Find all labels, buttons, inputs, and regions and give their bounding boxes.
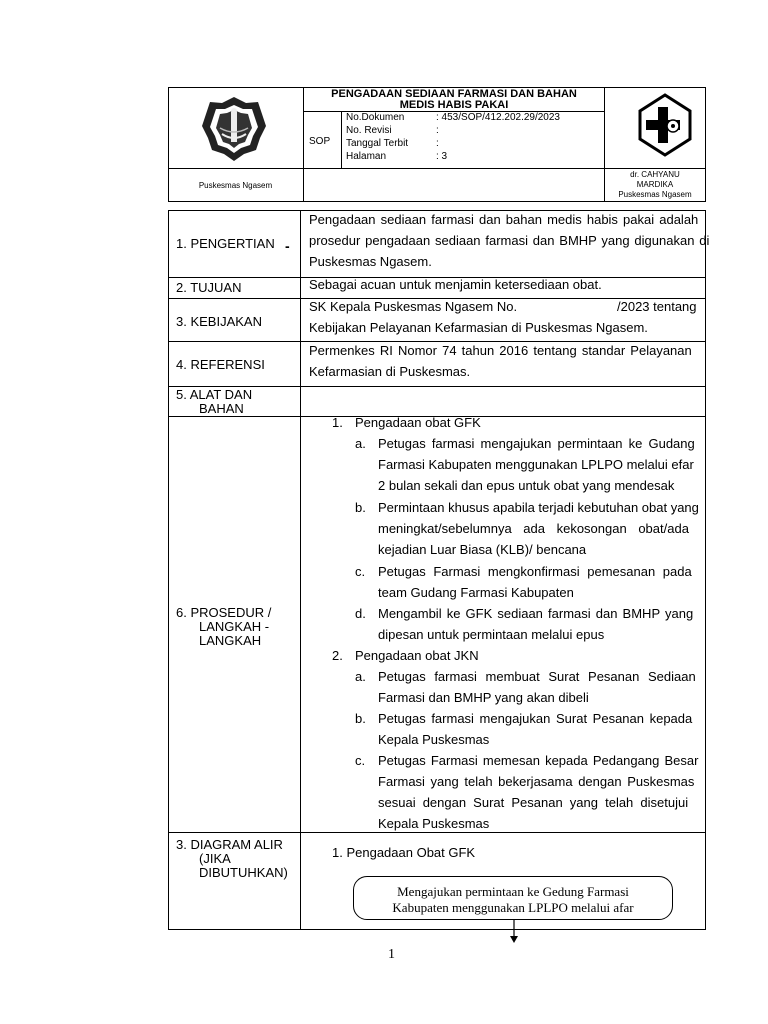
substep-d1-line-1: Mengambil ke GFK sediaan farmasi dan BMHP yang <box>378 606 694 621</box>
substep-letter-b2: b. <box>355 711 366 726</box>
row-label-diagram-line3: DIBUTUHKAN) <box>199 865 288 880</box>
procedure-item-1-number: 1. <box>332 415 343 430</box>
kebijakan-line-2: Kebijakan Pelayanan Kefarmasian di Puskesmas Ngasem. <box>309 320 648 335</box>
substep-letter-c2: c. <box>355 753 366 768</box>
substep-letter-b1: b. <box>355 500 366 515</box>
procedure-item-1-title: Pengadaan obat GFK <box>355 415 481 430</box>
sop-label: SOP <box>309 136 331 147</box>
field-value-halaman: : 3 <box>436 151 448 162</box>
puskesmas-logo <box>637 93 693 157</box>
field-value-no-dokumen: : 453/SOP/412.202.29/2023 <box>436 112 560 123</box>
pengertian-line-2: prosedur pengadaan sediaan farmasi dan BMHP yang digunakan di <box>309 233 710 248</box>
substep-c2-line-3: sesuai dengan Surat Pesanan yang telah disetujui <box>378 795 689 810</box>
substep-b2-line-1: Petugas farmasi mengajukan Surat Pesanan kepada <box>378 711 693 726</box>
substep-c2-line-2: Farmasi yang telah bekerjasama dengan Puskesmas <box>378 774 695 789</box>
row-label-prosedur-line2: LANGKAH - <box>199 619 270 634</box>
substep-a2-line-1: Petugas farmasi membuat Surat Pesanan Sediaan <box>378 669 696 684</box>
row-label-prosedur-line1: 6. PROSEDUR / <box>176 605 272 620</box>
row-label-referensi: 4. REFERENSI <box>176 357 265 372</box>
field-label-halaman: Halaman <box>346 151 387 162</box>
kebijakan-line-1a: SK Kepala Puskesmas Ngasem No. <box>309 299 518 314</box>
substep-d1-line-2: dipesan untuk permintaan melalui epus <box>378 627 605 642</box>
signatory-institution: Puskesmas Ngasem <box>618 190 692 199</box>
document-title-line2: MEDIS HABIS PAKAI <box>399 99 509 111</box>
pengertian-line-1: Pengadaan sediaan farmasi dan bahan medis habis pakai adalah <box>309 212 699 227</box>
dash-mark: - <box>285 238 290 254</box>
substep-letter-a1: a. <box>355 436 366 451</box>
row-label-alat-line2: BAHAN <box>199 401 244 416</box>
row-label-prosedur-line3: LANGKAH <box>199 633 262 648</box>
procedure-item-2-number: 2. <box>332 648 343 663</box>
kebijakan-line-1b: /2023 tentang <box>617 299 697 314</box>
field-value-tanggal-terbit: : <box>436 138 439 149</box>
page-number: 1 <box>388 947 395 962</box>
substep-a1-line-3: 2 bulan sekali dan epus untuk obat yang mendesak <box>378 478 675 493</box>
signatory-name-line1: dr. CAHYANU <box>630 170 680 179</box>
row-label-tujuan: 2. TUJUAN <box>176 280 242 295</box>
substep-c2-line-1: Petugas Farmasi memesan kepada Pedangang Besar <box>378 753 699 768</box>
flowchart-step-line1: Mengajukan permintaan ke Gedung Farmasi <box>397 884 629 899</box>
row-label-diagram-line2: (JIKA <box>199 851 231 866</box>
substep-c2-line-4: Kepala Puskesmas <box>378 816 490 831</box>
row-label-kebijakan: 3. KEBIJAKAN <box>176 314 262 329</box>
substep-b1-line-3: kejadian Luar Biasa (KLB)/ bencana <box>378 542 587 557</box>
flowchart-step-line2: Kabupaten menggunakan LPLPO melalui afar <box>392 900 634 915</box>
field-label-no-revisi: No. Revisi <box>346 125 392 136</box>
referensi-line-2: Kefarmasian di Puskesmas. <box>309 364 471 379</box>
substep-letter-a2: a. <box>355 669 366 684</box>
document-title-line1: PENGADAAN SEDIAAN FARMASI DAN BAHAN <box>331 88 577 100</box>
regency-emblem <box>200 94 268 164</box>
substep-a1-line-2: Farmasi Kabupaten menggunakan LPLPO melalui efar <box>378 457 694 472</box>
tujuan-text: Sebagai acuan untuk menjamin ketersediaan obat. <box>309 277 602 292</box>
substep-b1-line-1: Permintaan khusus apabila terjadi kebutuhan obat yang <box>378 500 699 515</box>
institution-name: Puskesmas Ngasem <box>198 181 273 190</box>
substep-letter-c1: c. <box>355 564 366 579</box>
referensi-line-1: Permenkes RI Nomor 74 tahun 2016 tentang standar Pelayanan <box>309 343 692 358</box>
substep-c1-line-1: Petugas Farmasi mengkonfirmasi pemesanan pada <box>378 564 692 579</box>
signatory-name-line2: MARDIKA <box>636 180 674 189</box>
substep-a2-line-2: Farmasi dan BMHP yang akan dibeli <box>378 690 589 705</box>
field-label-tanggal-terbit: Tanggal Terbit <box>346 138 409 149</box>
substep-c1-line-2: team Gudang Farmasi Kabupaten <box>378 585 574 600</box>
row-label-pengertian: 1. PENGERTIAN <box>176 236 275 251</box>
flowchart-arrow-down-icon <box>508 920 520 944</box>
pengertian-line-3: Puskesmas Ngasem. <box>309 254 432 269</box>
field-label-no-dokumen: No.Dokumen <box>346 112 405 123</box>
field-value-no-revisi: : <box>436 125 439 136</box>
substep-letter-d1: d. <box>355 606 366 621</box>
procedure-item-2-title: Pengadaan obat JKN <box>355 648 479 663</box>
substep-b1-line-2: meningkat/sebelumnya ada kekosongan obat/ada <box>378 521 689 536</box>
diagram-item-title: 1. Pengadaan Obat GFK <box>332 845 476 860</box>
row-label-diagram-line1: 3. DIAGRAM ALIR <box>176 837 283 852</box>
row-label-alat-line1: 5. ALAT DAN <box>176 387 253 402</box>
substep-a1-line-1: Petugas farmasi mengajukan permintaan ke Gudang <box>378 436 695 451</box>
substep-b2-line-2: Kepala Puskesmas <box>378 732 490 747</box>
